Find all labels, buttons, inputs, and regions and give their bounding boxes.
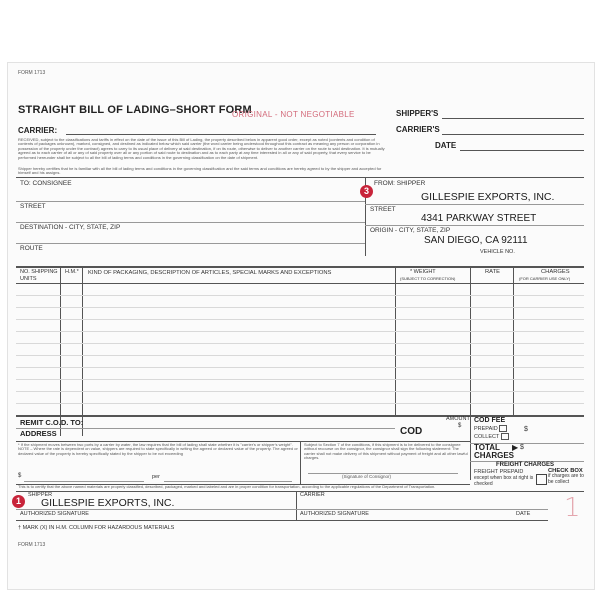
table-row[interactable] (16, 391, 584, 392)
table-row[interactable] (16, 379, 584, 380)
carrier-line[interactable] (66, 134, 376, 135)
from-shipper-label: FROM: SHIPPER (374, 180, 426, 187)
amount-label: AMOUNT (446, 416, 470, 422)
shipper-street-label: STREET (370, 206, 396, 213)
received-terms: RECEIVED, subject to the classifications and tariffs in effect on the date of the issue of this Bill of Lading, the property described below in apparent good order, except as noted (contents and condition of contents of packages unknown), marked, consigned, and destined as indicated below which said carrier (the word carrier being understood throughout this contract as meaning any person or corporation in possession of the property under the contract) agrees to carry to its usual place of delivery at said destination, if on its route, otherwise to deliver to another carrier on the route to said destination. It is mutually agreed as to each carrier of all or any of said property over all or any portion of said route to destination and as to each party at any time interested in all or any of said property, that every service to be performed hereunder shall be subject to all the bill of lading terms and conditions in the governing classification on the date of shipment. (18, 138, 385, 160)
shipper-certify-text: Shipper hereby certifies that he is familiar with all the bill of lading terms and conditions in the governing classification and the said terms and conditions are hereby agreed to by the shipper and accepted for himself and his assigns. (18, 167, 382, 176)
total-dollar: $ (520, 444, 524, 451)
shipper-street-value[interactable]: 4341 PARKWAY STREET (421, 213, 537, 224)
remit-cod-label: REMIT C.O.D. TO: (20, 418, 84, 427)
col-divider (470, 266, 471, 416)
table-row[interactable] (16, 367, 584, 368)
vehicle-no-label: VEHICLE NO. (480, 249, 515, 255)
consignee-street-label: STREET (20, 203, 46, 210)
divider (16, 243, 365, 244)
freight-prepaid-label: FREIGHT PREPAID (474, 469, 524, 475)
sig-shipper-name[interactable]: GILLESPIE EXPORTS, INC. (41, 497, 175, 509)
table-row[interactable] (16, 355, 584, 356)
carriers-line[interactable] (442, 134, 584, 135)
freight-charges-label: FREIGHT CHARGES (496, 462, 555, 468)
step-1-badge: 1 (12, 495, 25, 508)
shippers-line[interactable] (442, 118, 584, 119)
col-divider (296, 491, 297, 521)
col-divider (395, 266, 396, 416)
declared-dollar: $ (18, 473, 22, 479)
destination-label: DESTINATION - CITY, STATE, ZIP (20, 224, 121, 231)
divider (16, 520, 548, 521)
table-row[interactable] (16, 331, 584, 332)
section7-note: Subject to Section 7 of the conditions, if this shipment is to be delivered to the consignee without recourse on the consignor, the consignor shall sign the following statement: The carrier shall not make delivery of this shipment without payment of freight and all other lawful charges. (304, 443, 468, 461)
col-divider (513, 266, 514, 416)
consignor-signature-label: (Signature of Consignor) (342, 474, 392, 479)
if-charges-collect-text: if charges are to be collect (548, 473, 584, 485)
carriers-label: CARRIER'S (396, 125, 440, 134)
cod-dollar: $ (458, 423, 462, 429)
col-divider (82, 266, 83, 436)
divider (16, 509, 548, 510)
col-hm: H.M.* (65, 269, 79, 275)
collect-box[interactable] (501, 433, 509, 440)
sig-date-label: DATE (516, 511, 531, 517)
col-weight: * WEIGHT (410, 269, 436, 275)
table-header-rule (16, 283, 584, 284)
origin-label: ORIGIN - CITY, STATE, ZIP (370, 227, 451, 234)
form-number-bottom: FORM 1713 (18, 542, 46, 548)
divider (365, 204, 584, 205)
col-charges: CHARGES (541, 269, 570, 275)
cod-label: COD (400, 426, 423, 437)
col-weight-sub: (SUBJECT TO CORRECTION) (400, 276, 456, 281)
col-divider (470, 415, 471, 480)
col-charges-sub: (FOR CARRIER USE ONLY) (519, 276, 571, 281)
declared-value-line[interactable] (24, 481, 144, 482)
certify-text: This is to certify that the above named materials are properly classified, described, packaged, marked and labeled and are in proper condition for transportation, according to the applicable regulations of the Department of Transportation. (18, 485, 436, 489)
route-label: ROUTE (20, 245, 43, 252)
col-description: KIND OF PACKAGING, DESCRIPTION OF ARTICLES, SPECIAL MARKS AND EXCEPTIONS (88, 270, 332, 276)
charges-label: CHARGES (474, 451, 515, 460)
cod-fee-dollar: $ (524, 426, 528, 433)
sig-carrier-label: CARRIER (300, 492, 325, 498)
col-rate: RATE (485, 269, 501, 275)
table-row[interactable] (16, 319, 584, 320)
form-title: STRAIGHT BILL OF LADING–SHORT FORM (18, 104, 252, 116)
bill-of-lading-form (7, 62, 595, 590)
address-label: ADDRESS (20, 429, 57, 438)
hazmat-footnote: † MARK (X) IN H.M. COLUMN FOR HAZARDOUS MATERIALS (18, 525, 175, 531)
collect-label: COLLECT (474, 433, 500, 440)
shippers-label: SHIPPER'S (396, 109, 439, 118)
divider (16, 428, 395, 429)
collect-check-box[interactable] (536, 474, 547, 485)
table-row[interactable] (16, 343, 584, 344)
date-label: DATE (435, 141, 457, 150)
shipper-city-value[interactable]: SAN DIEGO, CA 92111 (424, 235, 528, 246)
total-charges-label (474, 444, 514, 460)
prepaid-box[interactable] (499, 425, 507, 432)
table-top-rule (16, 266, 584, 268)
not-negotiable-watermark: ORIGINAL - NOT NEGOTIABLE (232, 110, 355, 119)
sig-shipper-label: SHIPPER (28, 492, 53, 498)
carrier-auth-sig-label: AUTHORIZED SIGNATURE (300, 511, 369, 517)
step-3-badge: 3 (360, 185, 373, 198)
table-row[interactable] (16, 295, 584, 296)
declared-value-note: * If the shipment moves between two ports by a carrier by water, the law requires that the bill of lading shall state whether it is "carrier's or shipper's weight". NOTE – Where the rate is dependent on value, shippers are required to state specifically in writing the agreed or declared value of the property. The agreed or declared value of the property is hereby specifically stated by the shipper to be not exceeding (18, 443, 298, 456)
divider (16, 177, 584, 178)
divider (16, 201, 365, 202)
form-number-top: FORM 1713 (18, 70, 46, 76)
cod-fee-label: COD FEE (474, 417, 506, 424)
divider (16, 441, 470, 442)
date-line[interactable] (460, 150, 584, 151)
copy-number-mark: 1 (564, 493, 581, 523)
col-divider (300, 441, 301, 485)
shipper-auth-sig-label: AUTHORIZED SIGNATURE (20, 511, 89, 517)
divider (16, 222, 365, 223)
per-line[interactable] (164, 481, 292, 482)
to-consignee-label: TO: CONSIGNEE (20, 180, 72, 187)
table-row[interactable] (16, 403, 584, 404)
shipper-name-value[interactable]: GILLESPIE EXPORTS, INC. (421, 191, 555, 203)
collect-checkbox[interactable] (474, 433, 509, 440)
per-label: per (152, 474, 160, 480)
total-label: TOTAL (474, 443, 500, 452)
total-arrow-icon: ▶ (512, 443, 519, 452)
check-box-label: CHECK BOX (548, 468, 583, 474)
col-shipping-units: NO. SHIPPING UNITS (20, 269, 58, 283)
prepaid-checkbox[interactable] (474, 425, 507, 432)
divider (365, 225, 584, 226)
prepaid-label: PREPAID (474, 425, 498, 432)
except-text: except when box at right is checked (474, 475, 534, 487)
carrier-label: CARRIER: (18, 126, 58, 135)
table-row[interactable] (16, 307, 584, 308)
col-divider (60, 266, 61, 436)
